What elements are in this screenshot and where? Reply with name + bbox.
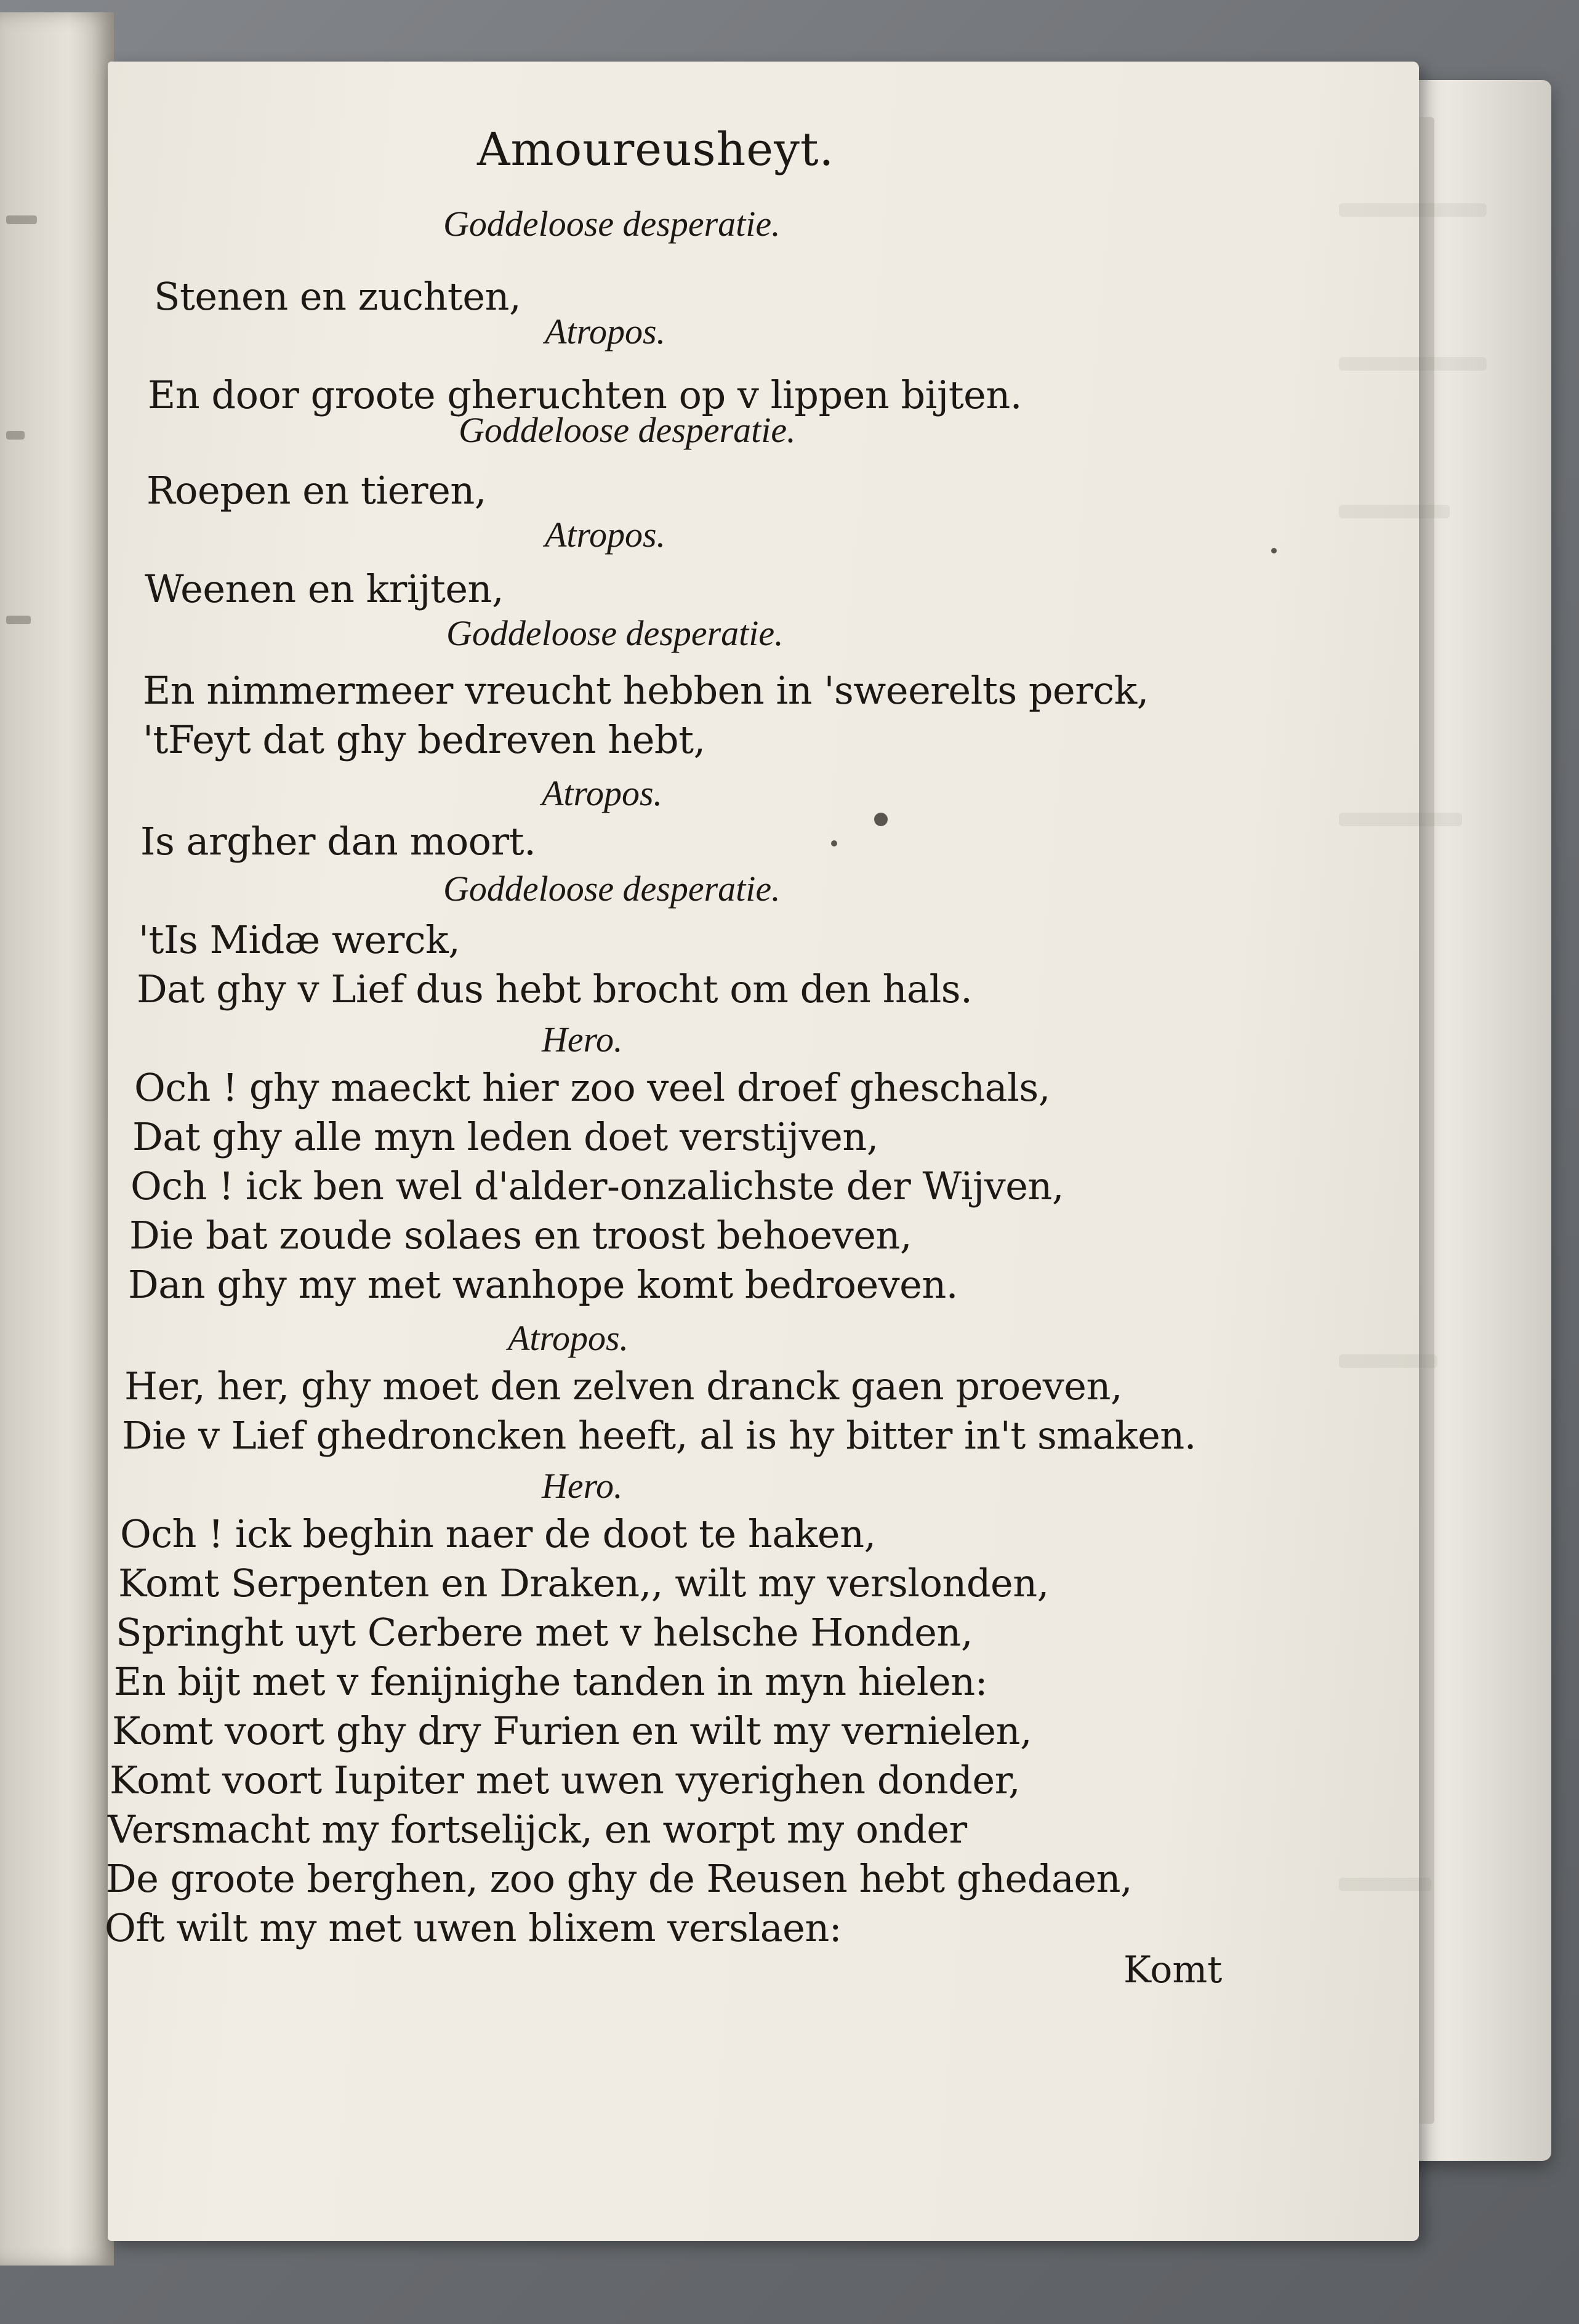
verse-line: En nimmermeer vreucht hebben in 'sweerelts perck, [143,668,1149,713]
ink-spot [831,840,837,846]
catchword: Komt [1123,1948,1223,1992]
verse-line: Komt voort ghy dry Furien en wilt my vernielen, [112,1708,1032,1753]
speaker-label: Hero. [542,1466,623,1506]
show-through-mark [1339,505,1450,518]
verse-line: Och ! ick beghin naer de doot te haken, [120,1511,876,1556]
running-head: Amoureusheyt. [477,123,835,176]
show-through-mark [1339,1878,1431,1891]
verse-line: Och ! ick ben wel d'alder-onzalichste der Wijven, [131,1164,1064,1208]
verse-line: 'tFeyt dat ghy bedreven hebt, [143,717,705,762]
verse-line: Dat ghy alle myn leden doet verstijven, [132,1114,878,1159]
verse-line: Komt voort Iupiter met uwen vyerighen donder, [110,1758,1021,1803]
ink-spot [874,813,888,826]
speaker-label: Goddeloose desperatie. [443,869,781,909]
verse-line: Die bat zoude solaes en troost behoeven, [129,1213,912,1258]
verse-line: Versmacht my fortselijck, en worpt my onder [108,1807,967,1852]
show-through-mark [1339,357,1487,371]
facing-page-fragment [6,616,31,624]
speaker-label: Goddeloose desperatie. [459,410,796,450]
verse-line: Die v Lief ghedroncken heeft, al is hy bitter in't smaken. [122,1413,1196,1458]
show-through-mark [1339,1354,1437,1368]
speaker-label: Atropos. [545,312,666,352]
speaker-label: Hero. [542,1019,623,1059]
speaker-label: Atropos. [508,1318,629,1358]
show-through-mark [1339,203,1487,217]
verse-line: Her, her, ghy moet den zelven dranck gaen proeven, [124,1364,1123,1409]
facing-page-fragment [6,431,25,440]
verse-line: Dan ghy my met wanhope komt bedroeven. [128,1262,958,1307]
verse-line: En bijt met v fenijnighe tanden in myn hielen: [114,1659,988,1704]
verse-line: De groote berghen, zoo ghy de Reusen hebt ghedaen, [106,1856,1133,1901]
speaker-label: Atropos. [542,773,663,813]
show-through-mark [1339,813,1462,826]
speaker-label: Goddeloose desperatie. [446,613,784,653]
verse-line: 'tIs Midæ werck, [139,917,460,962]
verse-line: Dat ghy v Lief dus hebt brocht om den hals. [137,967,973,1011]
facing-page-left [0,12,114,2266]
speaker-label: Goddeloose desperatie. [443,204,781,244]
speaker-label: Atropos. [545,515,666,555]
verse-line: Oft wilt my met uwen blixem verslaen: [105,1905,842,1950]
verse-line: En door groote gheruchten op v lippen bijten. [148,372,1022,417]
verse-line: Roepen en tieren, [147,468,486,513]
verse-line: Weenen en krijten, [145,566,504,611]
ink-spot [1271,548,1277,553]
verse-line: Stenen en zuchten, [154,274,521,319]
verse-line: Och ! ghy maeckt hier zoo veel droef gheschals, [134,1065,1050,1110]
verse-line: Komt Serpenten en Draken,, wilt my verslonden, [118,1561,1049,1606]
verse-line: Is argher dan moort. [140,819,536,864]
verse-line: Springht uyt Cerbere met v helsche Honden, [116,1610,973,1655]
facing-page-fragment [6,215,37,224]
